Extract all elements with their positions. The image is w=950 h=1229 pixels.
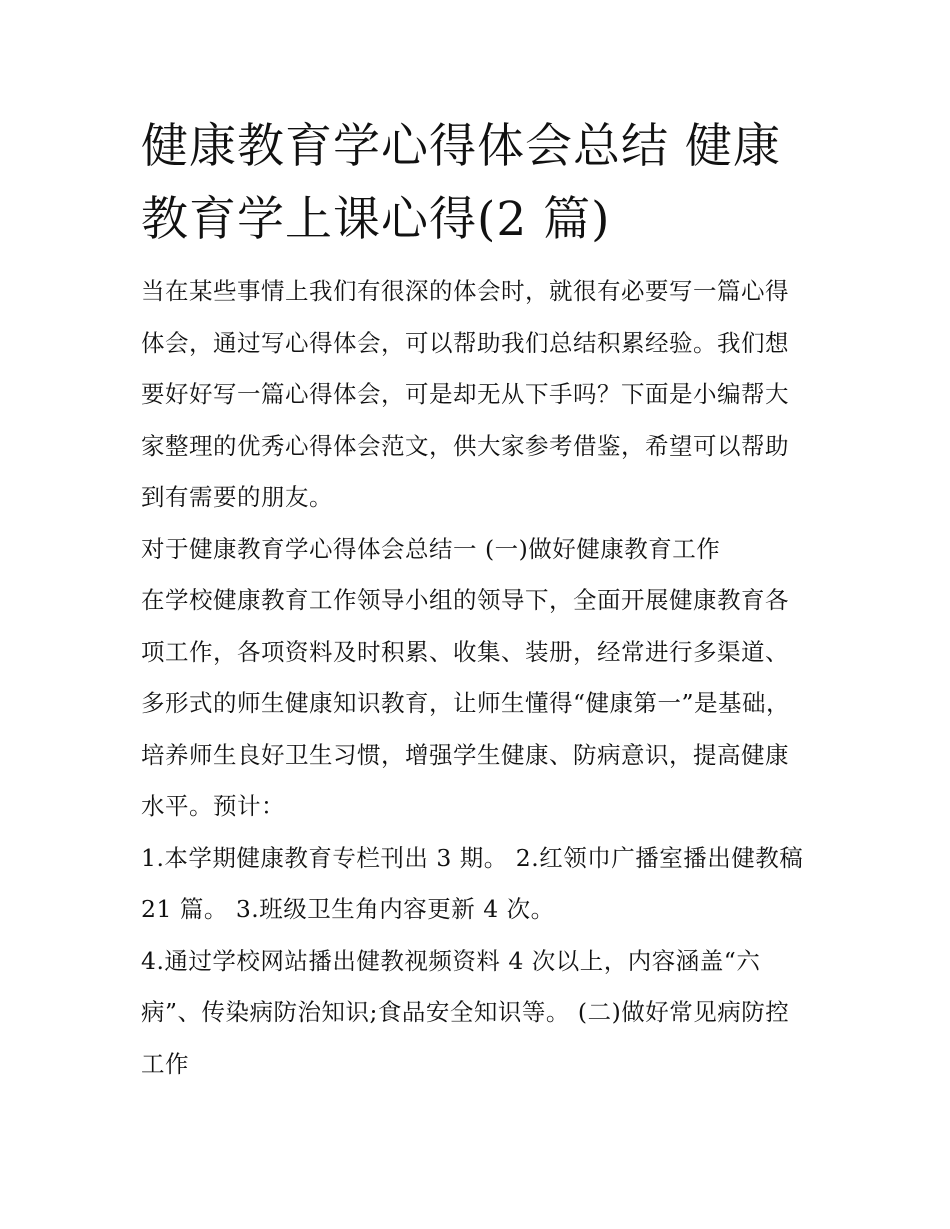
list-paragraph — [141, 936, 821, 1091]
paragraph-line: 家整理的优秀心得体会范文，供大家参考借鉴，希望可以帮助 — [141, 431, 789, 460]
paragraph-line: 4.通过学校网站播出健教视频资料 4 次以上，内容涵盖“六 — [141, 946, 761, 975]
document-page — [141, 110, 821, 1090]
paragraph-line: 多形式的师生健康知识教育，让师生懂得“健康第一”是基础， — [141, 689, 791, 717]
section-heading-paragraph — [141, 524, 821, 576]
paragraph-line: 水平。预计： — [141, 792, 285, 820]
list-paragraph — [141, 833, 821, 936]
paragraph-line: 体会，通过写心得体会，可以帮助我们总结积累经验。我们想 — [141, 328, 789, 357]
paragraph-line: 1.本学期健康教育专栏刊出 3 期。 2.红领巾广播室播出健教稿 — [141, 843, 804, 872]
paragraph-line: 对于健康教育学心得体会总结一 (一)做好健康教育工作 — [141, 534, 721, 563]
paragraph-line: 21 篇。 3.班级卫生角内容更新 4 次。 — [141, 895, 555, 923]
paragraph-line: 当在某些事情上我们有很深的体会时，就很有必要写一篇心得 — [141, 277, 789, 305]
paragraph-line: 病”、传染病防治知识;食品安全知识等。 (二)做好常见病防控 — [141, 998, 790, 1026]
paragraph-line: 项工作，各项资料及时积累、收集、装册，经常进行多渠道、 — [141, 637, 789, 666]
paragraph-line: 在学校健康教育工作领导小组的领导下，全面开展健康教育各 — [141, 586, 789, 614]
paragraph-line: 培养师生良好卫生习惯，增强学生健康、防病意识，提高健康 — [141, 740, 789, 769]
title-line: 教育学上课心得(2 篇) — [141, 192, 611, 247]
paragraph-line: 到有需要的朋友。 — [141, 483, 333, 511]
paragraph-line: 要好好写一篇心得体会，可是却无从下手吗？下面是小编帮大 — [141, 380, 789, 408]
document-title — [141, 110, 821, 256]
paragraph-line: 工作 — [141, 1049, 189, 1078]
intro-paragraph — [141, 266, 821, 524]
body-paragraph — [141, 575, 821, 833]
title-line: 健康教育学心得体会总结 健康 — [141, 119, 781, 174]
